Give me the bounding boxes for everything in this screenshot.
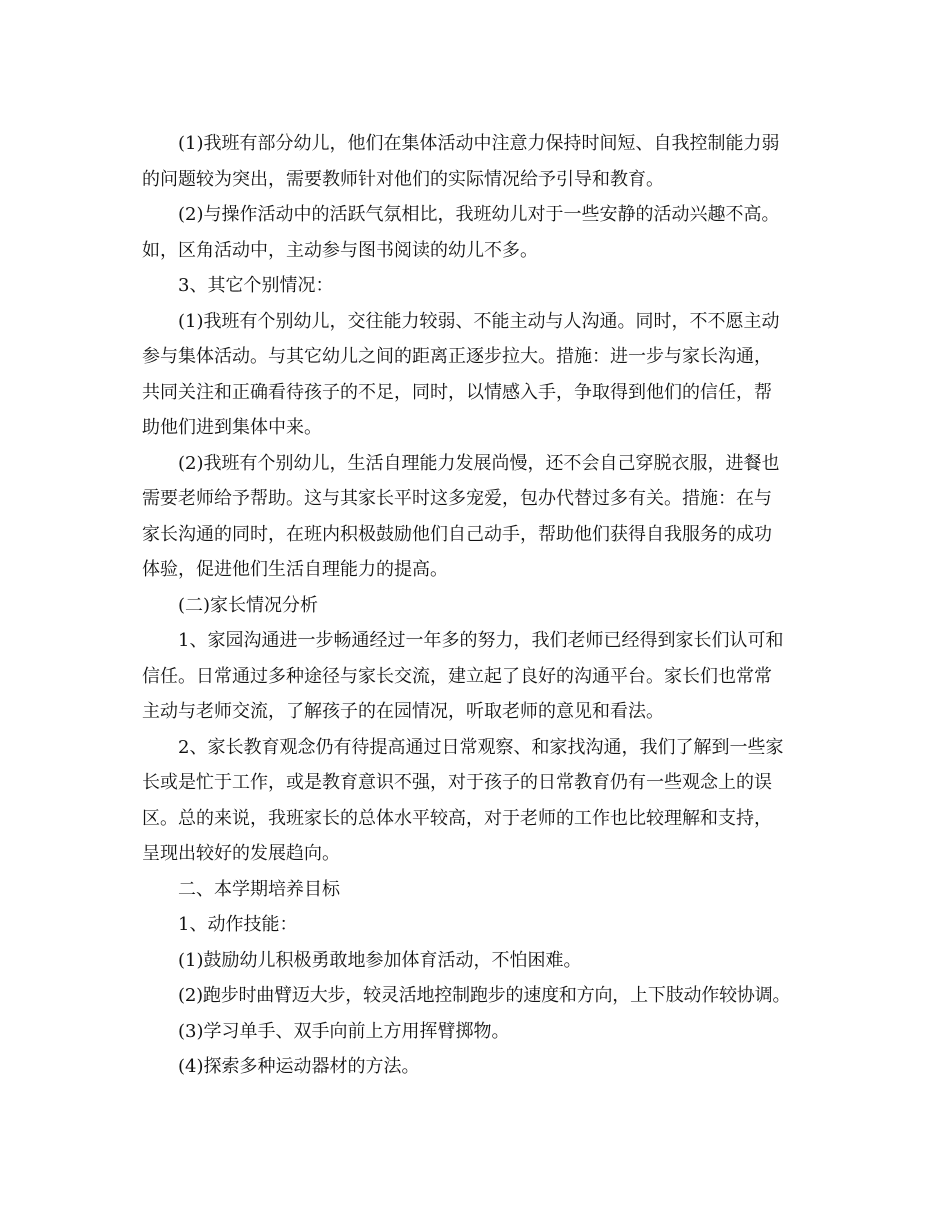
list-item: (2)跑步时曲臂迈大步，较灵活地控制跑步的速度和方向，上下肢动作较协调。 (178, 985, 791, 1006)
paragraph-line: 信任。日常通过多种途径与家长交流，建立起了良好的沟通平台。家长们也常常 (142, 665, 772, 687)
paragraph-line: (2)我班有个别幼儿，生活自理能力发展尚慢，还不会自己穿脱衣服，进餐也 (178, 452, 780, 474)
paragraph-line: 的问题较为突出，需要教师针对他们的实际情况给予引导和教育。 (142, 168, 664, 190)
paragraph-line: (1)我班有部分幼儿，他们在集体活动中注意力保持时间短、自我控制能力弱 (178, 133, 780, 154)
paragraph-line: (1)我班有个别幼儿，交往能力较弱、不能主动与人沟通。同时，不不愿主动 (178, 310, 780, 332)
document-body (142, 126, 814, 1085)
paragraph-line: 区。总的来说，我班家长的总体水平较高，对于老师的工作也比较理解和支持， (142, 807, 772, 829)
paragraph-line: 体验，促进他们生活自理能力的提高。 (142, 559, 448, 580)
paragraph-line: 需要老师给予帮助。这与其家长平时这多宠爱，包办代替过多有关。措施：在与 (142, 488, 772, 509)
paragraph-line: 2、家长教育观念仍有待提高通过日常观察、和家找沟通，我们了解到一些家 (178, 736, 784, 758)
paragraph-line: 主动与老师交流，了解孩子的在园情况，听取老师的意见和看法。 (142, 701, 664, 722)
paragraph-line: 如，区角活动中，主动参与图书阅读的幼儿不多。 (142, 239, 538, 261)
section-heading: (二)家长情况分析 (178, 594, 319, 616)
paragraph-line: 呈现出较好的发展趋向。 (142, 843, 340, 864)
paragraph-line: 参与集体活动。与其它幼儿之间的距离正逐步拉大。措施：进一步与家长沟通， (142, 346, 772, 367)
list-item: (4)探索多种运动器材的方法。 (178, 1056, 420, 1077)
section-heading: 二、本学期培养目标 (178, 878, 340, 900)
paragraph-line: 1、家园沟通进一步畅通经过一年多的努力，我们老师已经得到家长们认可和 (178, 630, 784, 651)
paragraph-line: 家长沟通的同时，在班内积极鼓励他们自己动手，帮助他们获得自我服务的成功 (142, 523, 772, 545)
section-heading: 1、动作技能： (178, 914, 298, 935)
paragraph-line: 共同关注和正确看待孩子的不足，同时，以情感入手，争取得到他们的信任，帮 (142, 381, 772, 403)
paragraph-line: (2)与操作活动中的活跃气氛相比，我班幼儿对于一些安静的活动兴趣不高。 (178, 204, 780, 225)
section-heading: 3、其它个别情况： (178, 275, 334, 296)
paragraph-line: 助他们进到集体中来。 (142, 417, 322, 438)
list-item: (3)学习单手、双手向前上方用挥臂掷物。 (178, 1020, 510, 1042)
paragraph-line: 长或是忙于工作，或是教育意识不强，对于孩子的日常教育仍有一些观念上的误 (142, 772, 772, 793)
list-item: (1)鼓励幼儿积极勇敢地参加体育活动，不怕困难。 (178, 949, 582, 971)
